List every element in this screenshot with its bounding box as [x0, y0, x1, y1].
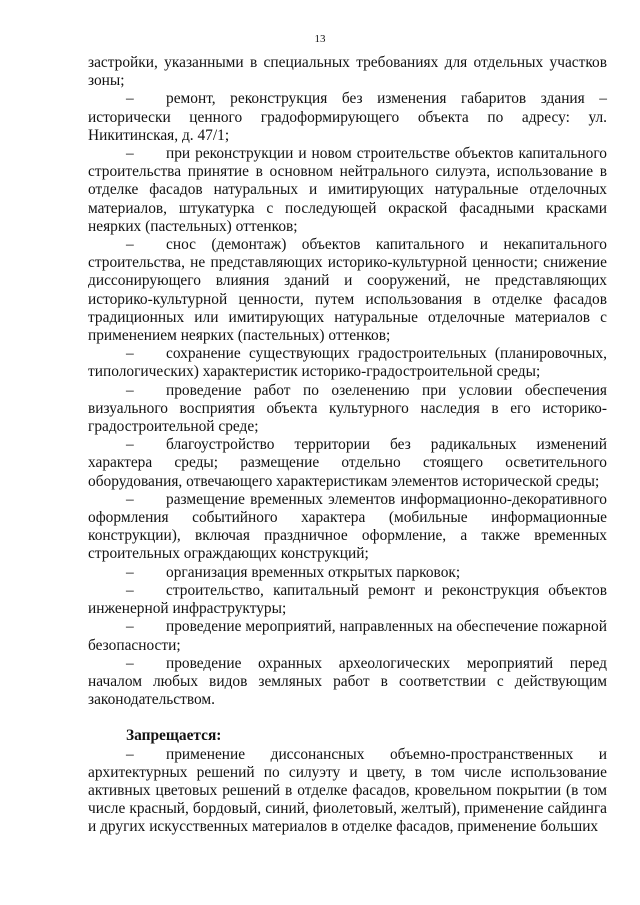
list-dash: –: [126, 345, 134, 363]
list-item-text: проведение охранных археологических мероприятий перед началом любых видов земляных работ в соответствии с действующим законодательством.: [88, 654, 607, 709]
allowed-list-item: [88, 564, 607, 582]
allowed-list-item: [88, 345, 607, 381]
allowed-list-item: [88, 582, 607, 618]
list-item-text: строительство, капитальный ремонт и реконструкция объектов инженерной инфраструктуры;: [88, 581, 607, 618]
prohibited-list: [88, 746, 607, 837]
list-item-text: снос (демонтаж) объектов капитального и некапитального строительства, не представляющих историко-культурной ценности; снижение диссонирующего влияния зданий и сооружений, не представляющих историко-культурной ценности, путем использования в отделке фасадов традиционных или имитирующих натуральные отделочные материалов с применением неярких (пастельных) оттенков;: [88, 236, 607, 345]
allowed-list: [88, 90, 607, 709]
allowed-list-item: [88, 436, 607, 491]
list-dash: –: [126, 236, 134, 254]
page-number: 13: [314, 33, 326, 45]
allowed-list-item: [88, 655, 607, 710]
list-dash: –: [126, 145, 134, 163]
allowed-list-item: [88, 236, 607, 345]
list-dash: –: [126, 436, 134, 454]
allowed-list-item: [88, 491, 607, 564]
list-item-text: применение диссонансных объемно-пространственных и архитектурных решений по силуэту и цвету, в том числе использование активных цветовых решений в отделке фасадов, кровельном покрытии (в том числе красный, бордовый, синий, фиолетовый, желтый), применение сайдинга и других искусственных материалов в отделке фасадов, применение больших: [88, 745, 607, 836]
list-item-text: ремонт, реконструкция без изменения габаритов здания – исторически ценного градоформирующего объекта по адресу: ул. Никитинская, д. 47/1;: [88, 90, 607, 144]
list-item-text: проведение работ по озеленению при условии обеспечения визуального восприятия объекта культурного наследия в его историко-градостроительной среде;: [88, 381, 607, 436]
document-body: [88, 54, 607, 837]
list-dash: –: [126, 745, 134, 763]
allowed-list-item: [88, 145, 607, 236]
list-dash: –: [126, 490, 134, 508]
allowed-list-item: [88, 618, 607, 654]
list-dash: –: [126, 581, 134, 599]
list-dash: –: [126, 563, 134, 581]
allowed-list-item: [88, 382, 607, 437]
list-item-text: размещение временных элементов информационно-декоративного оформления событийного характера (мобильные информационные конструкции), включая праздничное оформление, а также временных строительных ограждающих конструкций;: [88, 490, 607, 563]
list-item-text: организация временных открытых парковок;: [166, 563, 461, 581]
allowed-list-item: [88, 90, 607, 145]
prohibited-list-item: [88, 746, 607, 837]
list-item-text: благоустройство территории без радикальных изменений характера среды; размещение отдельно стоящего осветительного оборудования, отвечающего характеристикам элементов исторической среды;: [88, 436, 607, 490]
prohibited-heading: Запрещается:: [126, 727, 222, 745]
list-dash: –: [126, 618, 134, 636]
list-dash: –: [126, 90, 134, 108]
list-item-text: сохранение существующих градостроительных (планировочных, типологических) характеристик историко-градостроительной среды;: [88, 345, 607, 381]
list-item-text: проведение мероприятий, направленных на обеспечение пожарной безопасности;: [88, 618, 607, 654]
list-dash: –: [126, 381, 134, 399]
list-dash: –: [126, 654, 134, 672]
intro-paragraph: застройки, указанными в специальных требованиях для отдельных участков зоны;: [88, 54, 607, 90]
list-item-text: при реконструкции и новом строительстве объектов капитального строительства принятие в основном нейтрального силуэта, использование в отделке фасадов натуральных и имитирующих натуральные отделочных материалов, штукатурка с последующей окраской фасадными красками неярких (пастельных) оттенков;: [88, 145, 607, 235]
